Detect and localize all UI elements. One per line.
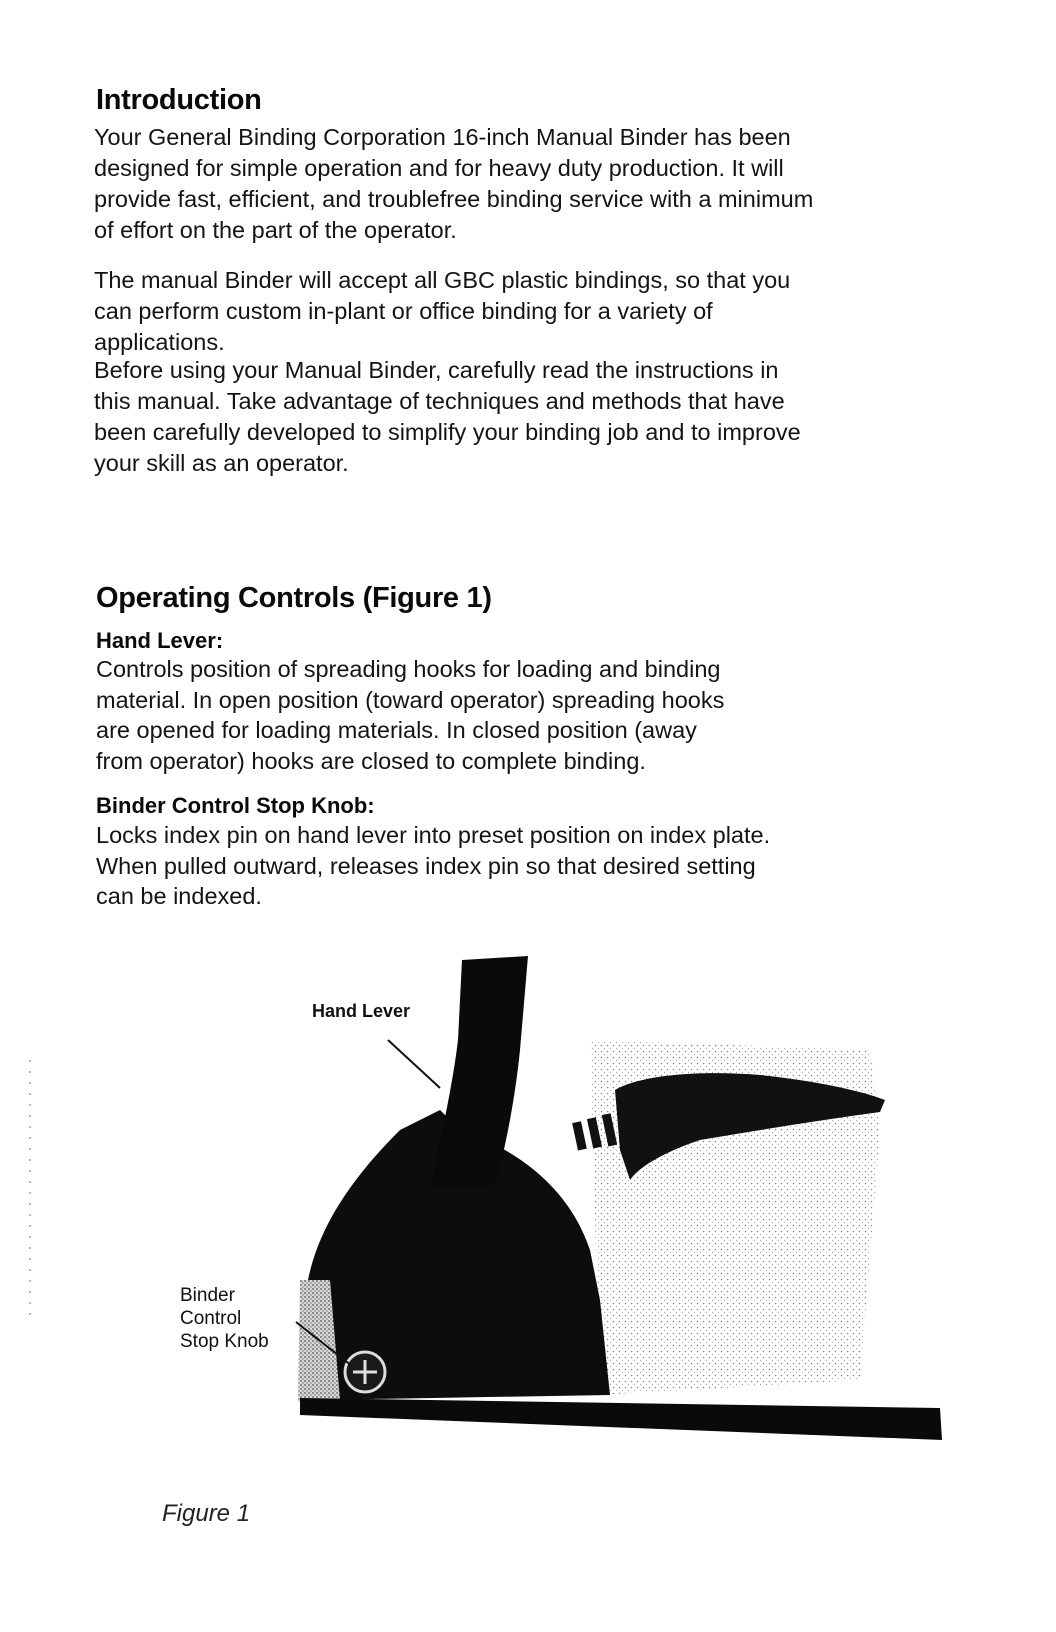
- intro-paragraph-1: [94, 122, 813, 246]
- binder-housing: [308, 1110, 610, 1400]
- hand-lever-description: [96, 654, 724, 776]
- text-line: applications.: [94, 329, 225, 355]
- text-line: from operator) hooks are closed to complete binding.: [96, 747, 646, 774]
- text-line: been carefully developed to simplify your binding job and to improve: [94, 419, 801, 445]
- text-line: provide fast, efficient, and troublefree binding service with a minimum: [94, 186, 814, 212]
- binder-body-shading: [590, 1040, 880, 1395]
- text-line: are opened for loading materials. In closed position (away: [96, 717, 697, 743]
- housing-edge-texture: [298, 1280, 340, 1402]
- text-line: can be indexed.: [96, 883, 262, 909]
- hand-lever-title: Hand Lever:: [96, 628, 224, 653]
- label-line: Stop Knob: [180, 1331, 269, 1352]
- text-line: When pulled outward, releases index pin so that desired setting: [96, 852, 756, 879]
- stop-knob-description: [96, 820, 770, 912]
- stop-knob-icon: [345, 1352, 385, 1392]
- text-line: designed for simple operation and for heavy duty production. It will: [94, 155, 784, 181]
- text-line: of effort on the part of the operator.: [94, 217, 457, 243]
- text-line: your skill as an operator.: [94, 450, 349, 476]
- label-line: Binder: [180, 1285, 235, 1306]
- text-line: can perform custom in-plant or office binding for a variety of: [94, 298, 713, 324]
- stop-knob-label: [180, 1284, 269, 1353]
- intro-heading: Introduction: [96, 84, 262, 116]
- controls-heading: Operating Controls (Figure 1): [96, 582, 492, 614]
- stop-knob-leader: [296, 1322, 352, 1366]
- figure-caption: Figure 1: [162, 1500, 251, 1527]
- intro-paragraph-2: [94, 265, 790, 358]
- text-line: this manual. Take advantage of techniques and methods that have: [94, 388, 785, 414]
- text-line: The manual Binder will accept all GBC plastic bindings, so that you: [94, 267, 791, 293]
- text-line: material. In open position (toward operator) spreading hooks: [96, 686, 725, 713]
- label-line: Control: [180, 1308, 242, 1329]
- text-line: Locks index pin on hand lever into preset position on index plate.: [96, 822, 771, 848]
- text-line: Before using your Manual Binder, carefully read the instructions in: [94, 357, 779, 383]
- binding-comb: [615, 1073, 885, 1180]
- binder-base: [300, 1398, 942, 1440]
- stop-knob-title: Binder Control Stop Knob:: [96, 793, 375, 818]
- text-line: Controls position of spreading hooks for loading and binding: [96, 656, 721, 682]
- hand-lever-label: Hand Lever: [312, 1001, 411, 1021]
- hand-lever-leader: [388, 1040, 440, 1088]
- text-line: Your General Binding Corporation 16-inch Manual Binder has been: [94, 124, 791, 150]
- intro-paragraph-3: [94, 355, 801, 479]
- comb-teeth: [572, 1111, 631, 1150]
- hand-lever: [430, 956, 528, 1190]
